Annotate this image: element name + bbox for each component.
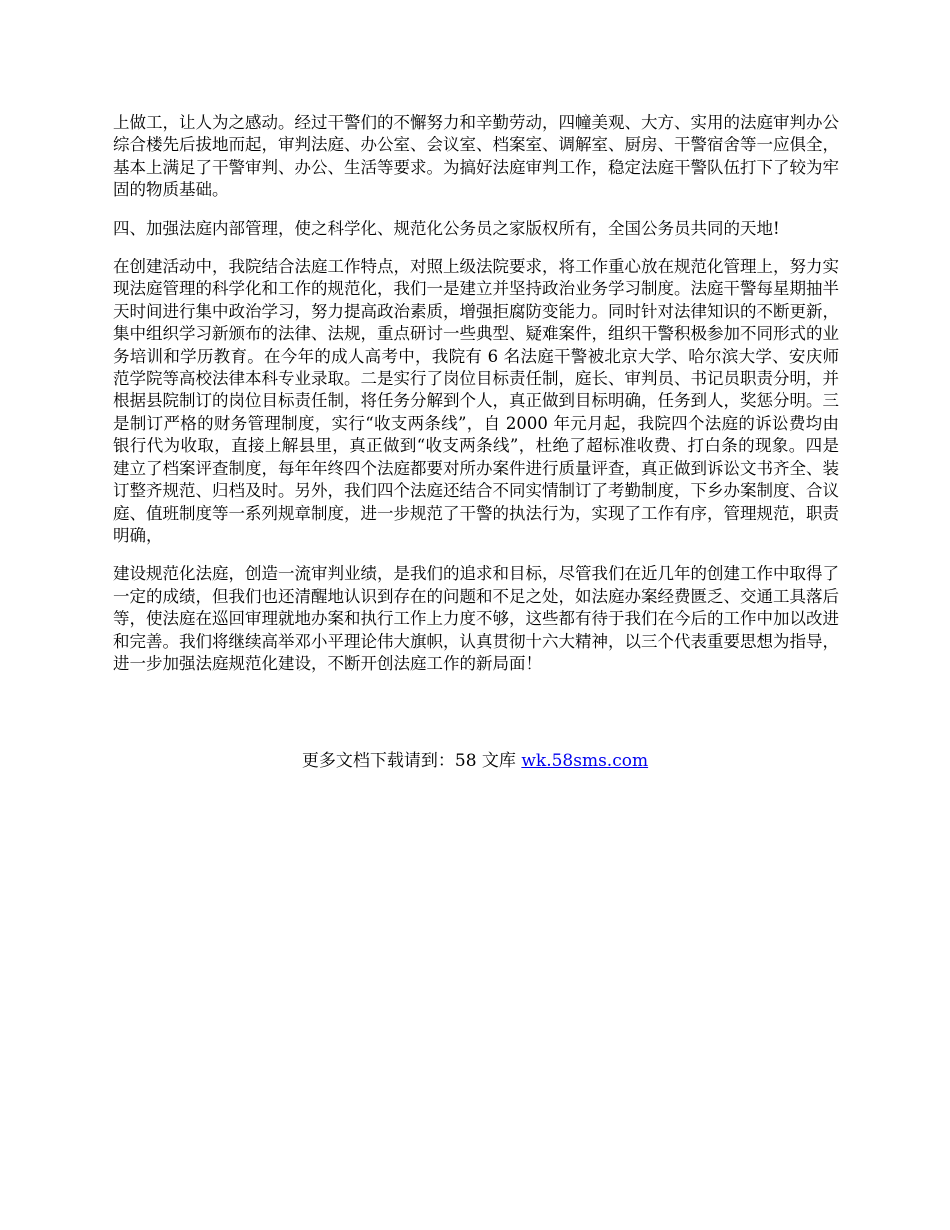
download-footer: [0, 750, 950, 772]
paragraph-management: 在创建活动中，我院结合法庭工作特点，对照上级法院要求，将工作重心放在规范化管理上，努力实现法庭管理的科学化和工作的规范化，我们一是建立并坚持政治业务学习制度。法庭干警每星期抽半天时间进行集中政治学习，努力提高政治素质，增强拒腐防变能力。同时针对法律知识的不断更新，集中组织学习新颁布的法律、法规，重点研讨一些典型、疑难案件，组织干警积极参加不同形式的业务培训和学历教育。在今年的成人高考中，我院有 6 名法庭干警被北京大学、哈尔滨大学、安庆师范学院等高校法律本科专业录取。二是实行了岗位目标责任制，庭长、审判员、书记员职责分明，并根据县院制订的岗位目标责任制，将任务分解到个人，真正做到目标明确，任务到人，奖惩分明。三是制订严格的财务管理制度，实行“收支两条线”，自 2000 年元月起，我院四个法庭的诉讼费均由银行代为收取，直接上解县里，真正做到“收支两条线”，杜绝了超标准收费、打白条的现象。四是建立了档案评查制度，每年年终四个法庭都要对所办案件进行质量评查，真正做到诉讼文书齐全、装订整齐规范、归档及时。另外，我们四个法庭还结合不同实情制订了考勤制度，下乡办案制度、合议庭、值班制度等一系列规章制度，进一步规范了干警的执法行为，实现了工作有序，管理规范，职责明确，: [113, 257, 839, 545]
paragraph-section-four-heading: 四、加强法庭内部管理，使之科学化、规范化公务员之家版权所有，全国公务员共同的天地!: [113, 218, 780, 238]
footer-link[interactable]: wk.58sms.com: [521, 751, 649, 771]
paragraph-facilities: 上做工，让人为之感动。经过干警们的不懈努力和辛勤劳动，四幢美观、大方、实用的法庭审判办公综合楼先后拔地而起，审判法庭、办公室、会议室、档案室、调解室、厨房、干警宿舍等一应俱全，基本上满足了干警审判、办公、生活等要求。为搞好法庭审判工作，稳定法庭干警队伍打下了较为牢固的物质基础。: [113, 113, 839, 200]
paragraph-conclusion: 建设规范化法庭，创造一流审判业绩，是我们的追求和目标，尽管我们在近几年的创建工作中取得了一定的成绩，但我们也还清醒地认识到存在的问题和不足之处，如法庭办案经费匮乏、交通工具落后等，使法庭在巡回审理就地办案和执行工作上力度不够，这些都有待于我们在今后的工作中加以改进和完善。我们将继续高举邓小平理论伟大旗帜，认真贯彻十六大精神，以三个代表重要思想为指导，进一步加强法庭规范化建设，不断开创法庭工作的新局面！: [113, 564, 839, 673]
footer-text: 更多文档下载请到：58 文库: [301, 751, 522, 771]
document-body: [113, 112, 839, 691]
